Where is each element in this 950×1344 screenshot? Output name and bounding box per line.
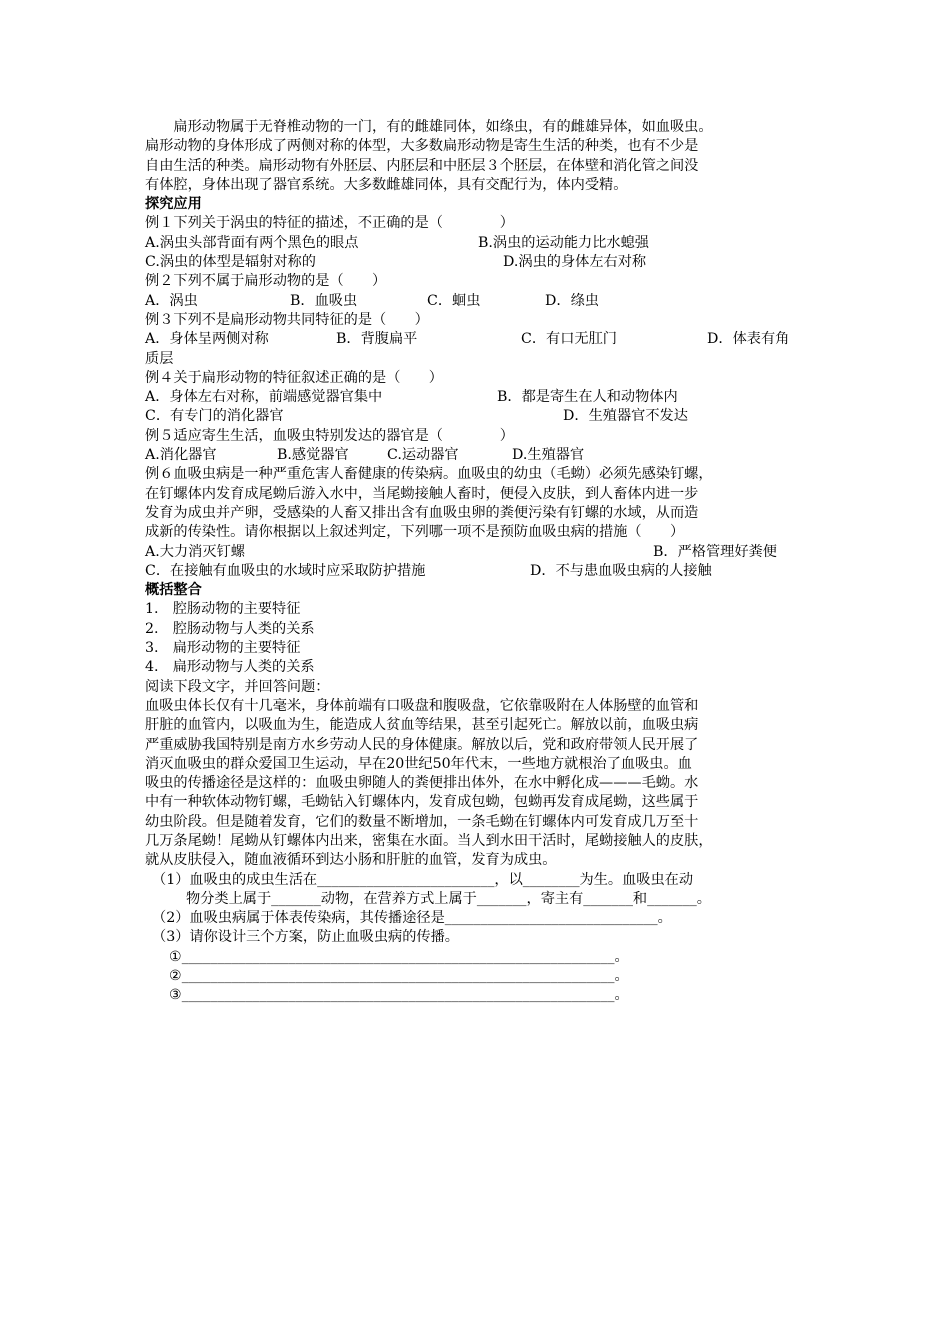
option-a: A.消化器官 bbox=[145, 447, 217, 464]
question-line: 成新的传染性。请你根据以上叙述判定，下列哪一项不是预防血吸虫病的措施（ ） bbox=[145, 524, 685, 541]
example-4-question: 例４关于扁形动物的特征叙述正确的是（ ） bbox=[145, 369, 443, 386]
reading-line: 吸虫的传播途径是这样的：血吸虫卵随人的粪便排出体外，在水中孵化成———毛蚴。水 bbox=[145, 775, 699, 792]
option-d: D．体表有角 bbox=[707, 331, 790, 348]
section-heading-summary: 概括整合 bbox=[145, 582, 202, 599]
example-5-question: 例５适应寄生生活，血吸虫特别发达的器官是（ ） bbox=[145, 427, 514, 444]
intro-line: 有体腔，身体出现了器官系统。大多数雌雄同体，具有交配行为，体内受精。 bbox=[145, 176, 628, 193]
option-a: A．涡虫 bbox=[145, 292, 198, 309]
document-page bbox=[145, 118, 810, 1006]
reading-line: 血吸虫体长仅有十几毫米，身体前端有口吸盘和腹吸盘，它依靠吸附在人体肠壁的血管和 bbox=[145, 697, 699, 714]
intro-paragraph bbox=[145, 118, 810, 195]
summary-item: 1. 腔肠动物的主要特征 bbox=[145, 601, 301, 618]
example-4-options-row bbox=[145, 388, 810, 407]
reading-instruction: 阅读下段文字，并回答问题： bbox=[145, 678, 330, 695]
option-b: B.感觉器官 bbox=[277, 447, 349, 464]
option-b: B.涡虫的运动能力比水螅强 bbox=[478, 234, 649, 251]
example-6-question bbox=[145, 465, 810, 542]
option-b: B．血吸虫 bbox=[290, 292, 358, 309]
option-c: C.运动器官 bbox=[387, 447, 459, 464]
option-c: C.涡虫的体型是辐射对称的 bbox=[145, 254, 316, 271]
reading-line: 中有一种软体动物钉螺，毛蚴钻入钉螺体内，发育成包蚴，包蚴再发育成尾蚴，这些属于 bbox=[145, 794, 699, 811]
option-d: D．不与患血吸虫病的人接触 bbox=[530, 562, 712, 579]
option-d-continued: 质层 bbox=[145, 350, 174, 367]
option-a: A．身体左右对称，前端感觉器官集中 bbox=[145, 389, 383, 406]
question-1-continued: 物分类上属于_______动物，在营养方式上属于_______，寄主有_______和_______。 bbox=[186, 890, 711, 907]
intro-line: 扁形动物属于无脊椎动物的一门，有的雌雄同体，如绦虫，有的雌雄异体，如血吸虫。 bbox=[173, 119, 713, 135]
example-1-options-row bbox=[145, 234, 810, 253]
option-c: C．有口无肛门 bbox=[521, 331, 617, 348]
option-d: D.涡虫的身体左右对称 bbox=[503, 254, 647, 271]
intro-line: 自由生活的种类。扁形动物有外胚层、内胚层和中胚层３个胚层，在体壁和消化管之间没 bbox=[145, 157, 699, 174]
option-a: A.大力消灭钉螺 bbox=[145, 543, 245, 560]
example-2-options-row bbox=[145, 292, 810, 311]
reading-line: 就从皮肤侵入，随血液循环到达小肠和肝脏的血管，发育为成虫。 bbox=[145, 852, 557, 869]
option-b: B．背腹扁平 bbox=[336, 331, 418, 348]
question-1: （1）血吸虫的成虫生活在_________________________，以________为生。血吸虫在动 bbox=[152, 871, 694, 888]
answer-line-1: ①_____________________________________________________________。 bbox=[169, 948, 629, 965]
summary-item: 3. 扁形动物的主要特征 bbox=[145, 640, 301, 657]
example-3-question: 例３下列不是扁形动物共同特征的是（ ） bbox=[145, 311, 429, 328]
reading-line: 几万条尾蚴！尾蚴从钉螺体内出来，密集在水面。当人到水田干活时，尾蚴接触人的皮肤， bbox=[145, 832, 713, 849]
example-1-question: 例１下列关于涡虫的特征的描述，不正确的是（ ） bbox=[145, 215, 514, 232]
option-d: D．生殖器官不发达 bbox=[563, 408, 688, 425]
question-line: 例６血吸虫病是一种严重危害人畜健康的传染病。血吸虫的幼虫（毛蚴）必须先感染钉螺， bbox=[145, 466, 713, 483]
example-6-options-row bbox=[145, 543, 810, 562]
example-1-options-row bbox=[145, 253, 810, 272]
summary-item: 4. 扁形动物与人类的关系 bbox=[145, 659, 315, 676]
reading-passage bbox=[145, 697, 810, 871]
option-d: D．绦虫 bbox=[545, 292, 599, 309]
option-a: A．身体呈两侧对称 bbox=[145, 331, 269, 348]
reading-line: 肝脏的血管内，以吸血为生，能造成人贫血等结果，甚至引起死亡。解放以前，血吸虫病 bbox=[145, 717, 699, 734]
reading-line: 消灭血吸虫的群众爱国卫生运动，早在20世纪50年代末，一些地方就根治了血吸虫。血 bbox=[145, 755, 692, 772]
question-line: 在钉螺体内发育成尾蚴后游入水中，当尾蚴接触人畜时，便侵入皮肤，到人畜体内进一步 bbox=[145, 485, 699, 502]
option-b: B．严格管理好粪便 bbox=[653, 543, 777, 560]
question-3: （3）请你设计三个方案，防止血吸虫病的传播。 bbox=[152, 929, 459, 946]
option-c: C．有专门的消化器官 bbox=[145, 408, 284, 425]
example-3-options-row bbox=[145, 330, 810, 349]
example-2-question: 例２下列不属于扁形动物的是（ ） bbox=[145, 273, 387, 290]
intro-line: 扁形动物的身体形成了两侧对称的体型，大多数扁形动物是寄生生活的种类，也有不少是 bbox=[145, 138, 699, 155]
summary-list bbox=[145, 600, 810, 677]
example-5-options-row bbox=[145, 446, 810, 465]
question-2: （2）血吸虫病属于体表传染病，其传播途径是______________________________。 bbox=[152, 910, 672, 927]
option-a: A.涡虫头部背面有两个黑色的眼点 bbox=[145, 234, 359, 251]
section-heading-explore: 探究应用 bbox=[145, 196, 202, 213]
answer-line-3: ③_____________________________________________________________。 bbox=[169, 987, 629, 1004]
example-4-options-row bbox=[145, 407, 810, 426]
reading-line: 幼虫阶段。但是随着发育，它们的数量不断增加，一条毛蚴在钉螺体内可发育成几万至十 bbox=[145, 813, 699, 830]
option-c: C．在接触有血吸虫的水域时应采取防护措施 bbox=[145, 562, 426, 579]
option-c: C．蛔虫 bbox=[427, 292, 481, 309]
reading-line: 严重威胁我国特别是南方水乡劳动人民的身体健康。解放以后，党和政府带领人民开展了 bbox=[145, 736, 699, 753]
option-d: D.生殖器官 bbox=[512, 447, 585, 464]
answer-line-2: ②_____________________________________________________________。 bbox=[169, 968, 629, 985]
question-line: 发育为成虫并产卵，受感染的人畜又排出含有血吸虫卵的粪便污染有钉螺的水域，从而造 bbox=[145, 504, 699, 521]
option-b: B．都是寄生在人和动物体内 bbox=[497, 389, 678, 406]
summary-item: 2. 腔肠动物与人类的关系 bbox=[145, 620, 315, 637]
example-6-options-row bbox=[145, 562, 810, 581]
